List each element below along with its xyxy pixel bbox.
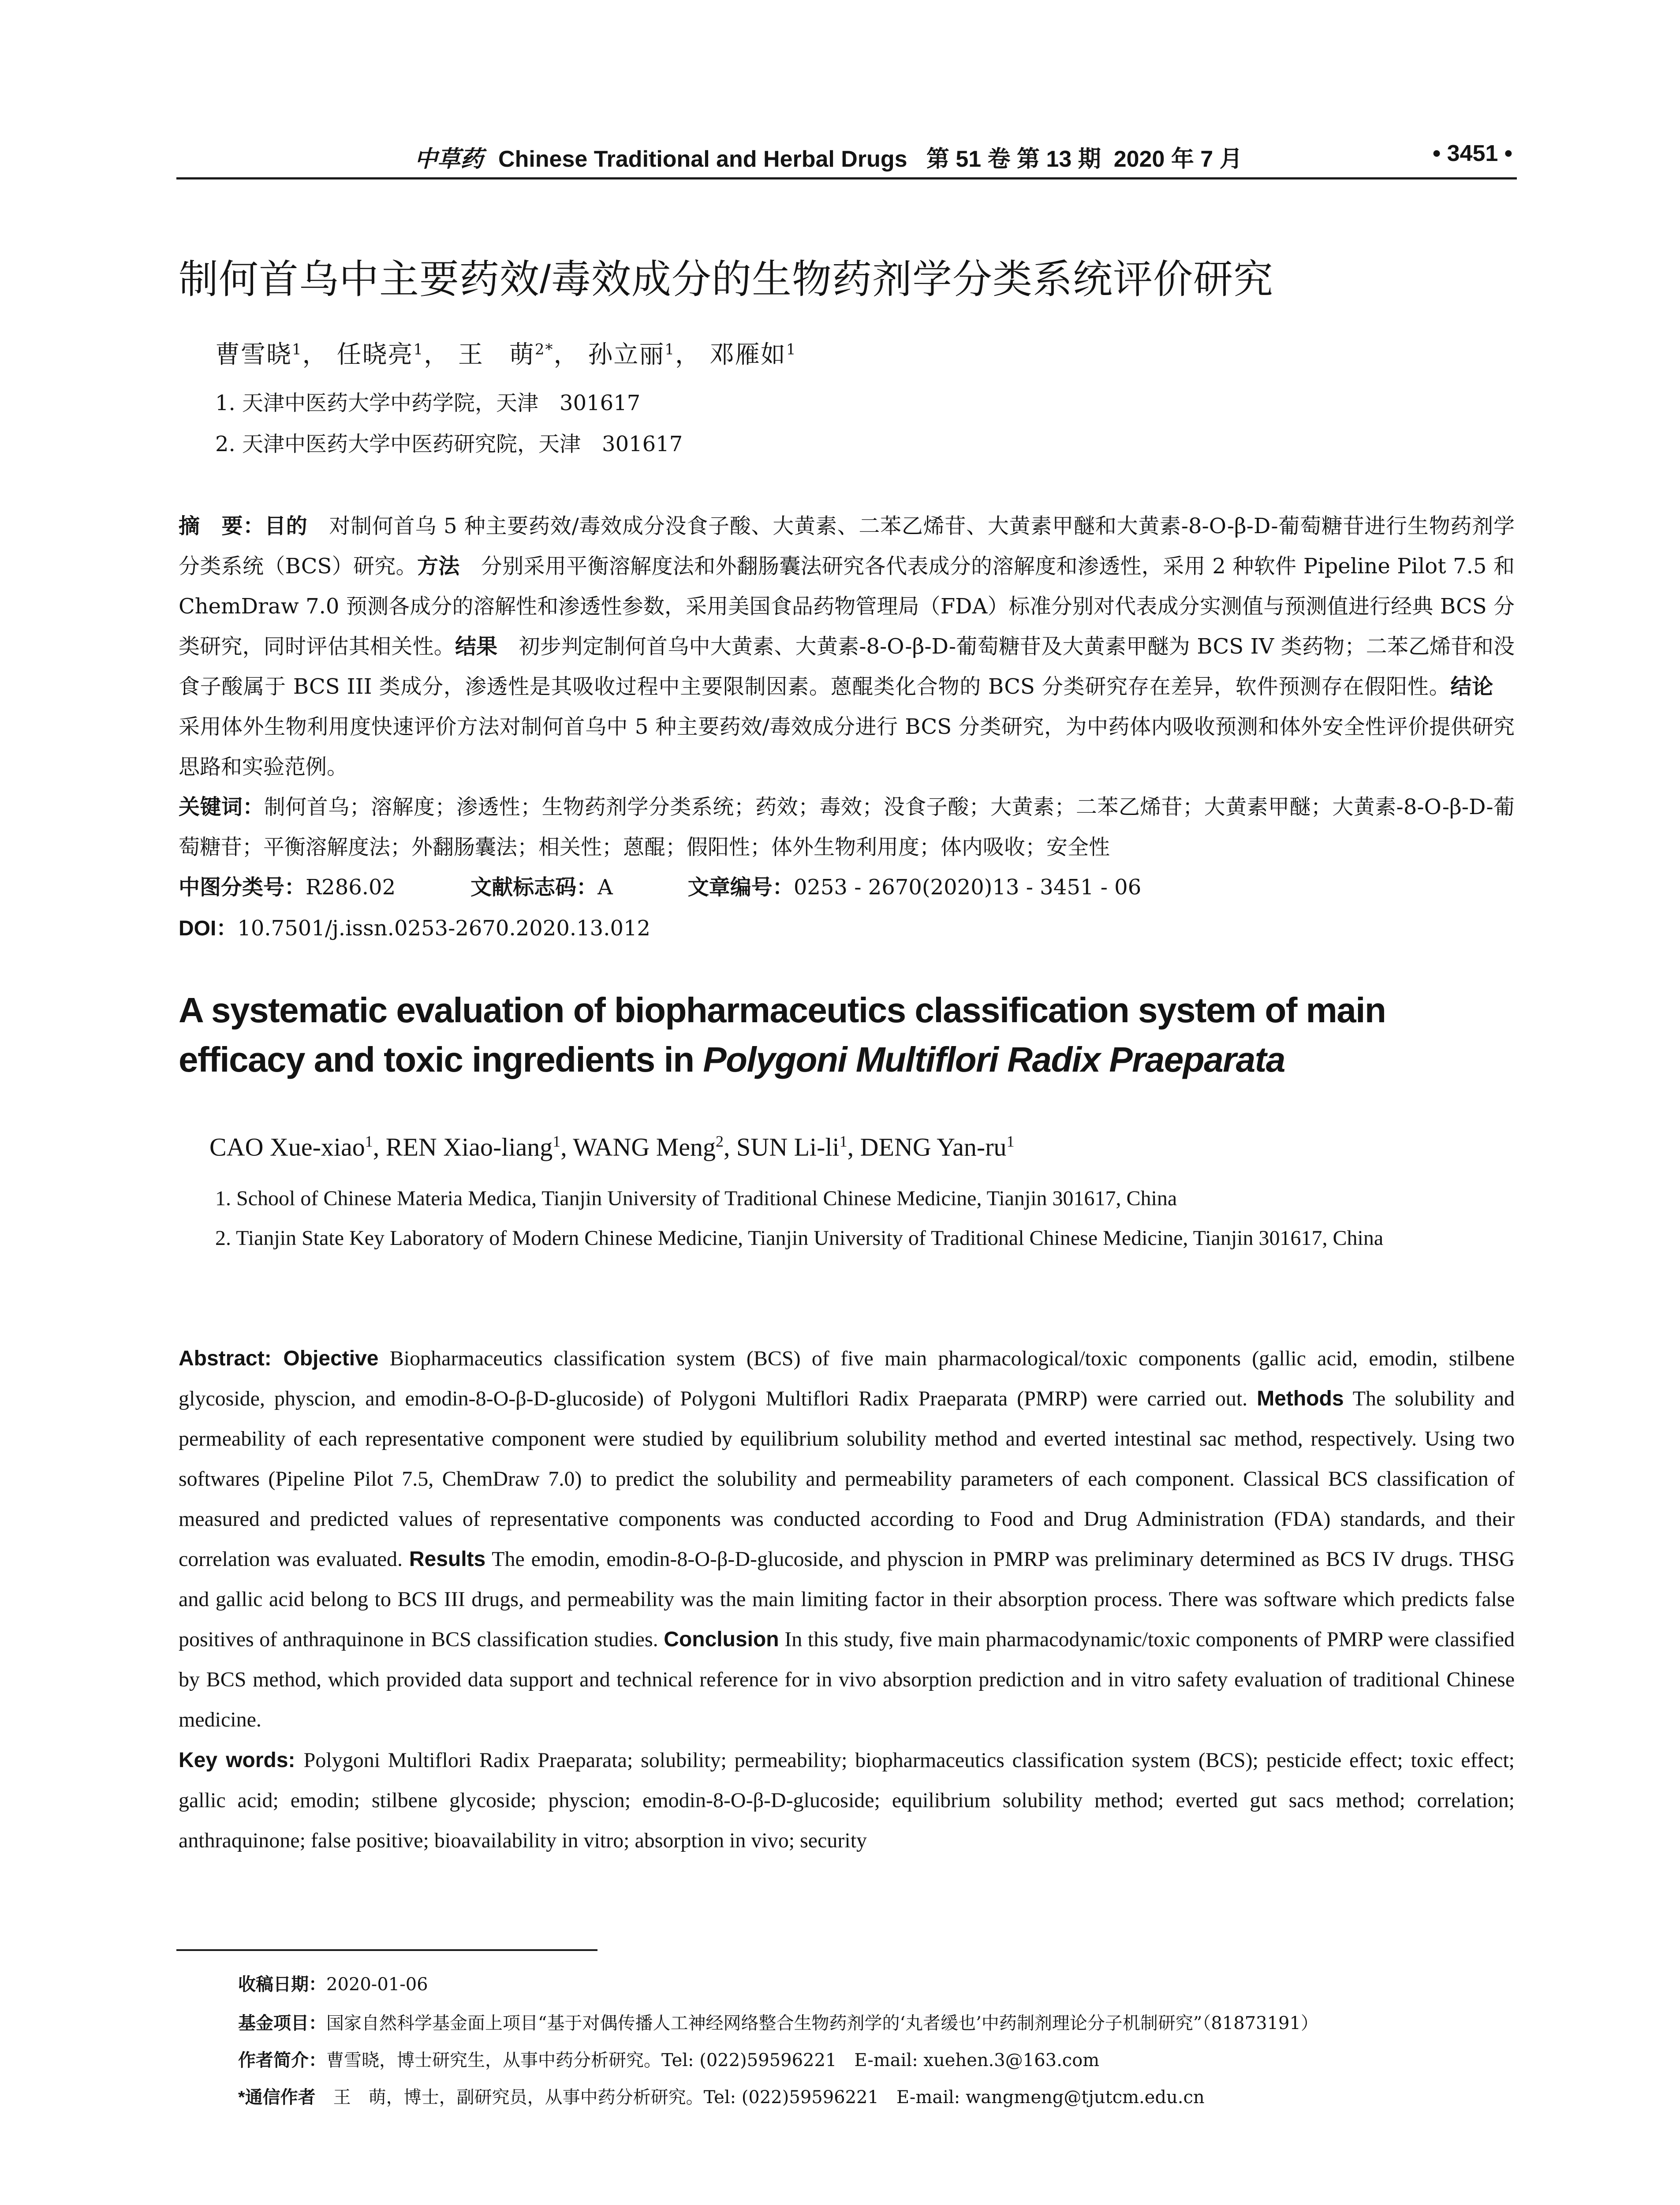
- header-rule: [176, 177, 1517, 179]
- footnote-corresponding: [238, 2083, 1205, 2108]
- en-results-text: The emodin, emodin-8-O-β-D-glucoside, and physcion in PMRP was preliminary determined as BCS IV drugs. THSG and gallic acid belong to BCS III drugs, and permeability was the main limiting factor in their absorption process. There was software which predicts false positives of anthraquinone in BCS classification studies.: [179, 1547, 1515, 1651]
- footnote-received: [238, 1970, 428, 1996]
- doi-line: [179, 911, 650, 942]
- cn-objective-label: 目的: [265, 515, 308, 538]
- bio-label: 作者简介：: [238, 2051, 326, 2070]
- article-no-label: 文章编号：: [687, 876, 794, 899]
- cn-results-label: 结果: [455, 635, 498, 658]
- en-conclusion-text: In this study, five main pharmacodynamic/toxic components of PMRP were classified by BCS method, which provided data support and technical reference for in vivo absorption prediction and in vitro safety evaluation of traditional Chinese medicine.: [179, 1628, 1515, 1731]
- en-author: CAO Xue-xiao: [209, 1132, 365, 1162]
- bio-value: 曹雪晓，博士研究生，从事中药分析研究。Tel: (022)59596221 E-mail: xuehen.3@163.com: [326, 2050, 1100, 2070]
- corr-label: *通信作者: [238, 2088, 333, 2107]
- journal-line: Chinese Traditional and Herbal Drugs 第 51 卷 第 13 期 2020 年 7 月: [498, 146, 1243, 172]
- footnote-author-bio: [238, 2046, 1099, 2071]
- en-authors: CAO Xue-xiao$^1$, REN Xiao-liang$^1$, WANG Meng$^2$, SUN $Li-li^1$, DENG Yan-$ru^1$: [209, 1132, 1015, 1162]
- en-affiliation: 1. School of Chinese Materia Medica, Tianjin University of Traditional Chinese Medicine, Tianjin 301617, China: [215, 1187, 1177, 1210]
- corr-value: 王 萌，博士，副研究员，从事中药分析研究。Tel: (022)59596221 E-mail: wangmeng@tjutcm.edu.cn: [333, 2087, 1205, 2108]
- en-author: WANG Meng: [573, 1132, 716, 1162]
- en-keywords-label: Key words:: [179, 1749, 304, 1772]
- en-author-sup: 1: [365, 1132, 373, 1150]
- footnote-fund: [238, 2009, 1318, 2034]
- en-abstract-label: Abstract:: [179, 1347, 284, 1370]
- en-abstract: [179, 1338, 1515, 1740]
- en-objective-text: Biopharmaceutics classification system (BCS) of five main pharmacological/toxic components (gallic acid, emodin, stilbene glycoside, physcion, and emodin-8-O-β-D-glucoside) of Polygoni Multiflori Radix Praeparata (PMRP) were carried out.: [179, 1347, 1515, 1410]
- cn-results-text: 初步判定制何首乌中大黄素、大黄素-8-O-β-D-葡萄糖苷及大黄素甲醚为 BCS IV 类药物；二苯乙烯苷和没食子酸属于 BCS III 类成分，渗透性是其吸收过程中主要限制因素。蒽醌类化合物的 BCS 分类研究存在差异，软件预测存在假阳性。: [179, 634, 1515, 699]
- en-author-sup: 1: [553, 1132, 561, 1150]
- en-methods-text: The solubility and permeability of each representative component were studied by equilibrium solubility method and everted intestinal sac method, respectively. Using two softwares (Pipeline Pilot 7.5, ChemDraw 7.0) to predict the solubility and permeability parameters of each component. Classical BCS classification of measured and predicted values of representative components was conducted according to Food and Drug Administration (FDA) standards, and their correlation was evaluated.: [179, 1387, 1515, 1571]
- cn-author: 孙立丽: [588, 340, 665, 369]
- article-no-value: 0253 - 2670(2020)13 - 3451 - 06: [793, 875, 1142, 900]
- doc-code-value: A: [597, 875, 613, 900]
- footnote-rule: [176, 1949, 597, 1951]
- en-keywords-text: Polygoni Multiflori Radix Praeparata; solubility; permeability; biopharmaceutics classification system (BCS); pesticide effect; toxic effect; gallic acid; emodin; stilbene glycoside; physcion; emodin-8-O-β-D-glucoside; equilibrium solubility method; everted gut sacs method; correlation; anthraquinone; false positive; bioavailability in vitro; absorption in vivo; security: [179, 1749, 1515, 1852]
- journal-info: [414, 140, 1243, 173]
- cn-author: 任晓亮: [336, 340, 414, 369]
- cn-methods-label: 方法: [417, 555, 460, 578]
- journal-logo: 中草药: [414, 146, 484, 172]
- cn-author: 邓雁如: [709, 340, 786, 369]
- fund-value: 国家自然科学基金面上项目“基于对偶传播人工神经网络整合生物药剂学的‘丸者缓也’中药制剂理论分子机制研究”（81873191）: [326, 2013, 1318, 2033]
- cn-author-sup: 1: [786, 340, 797, 359]
- clc-label: 中图分类号：: [179, 876, 306, 899]
- doc-code-label: 文献标志码：: [470, 876, 598, 899]
- cn-author-sup: 1: [665, 340, 675, 359]
- en-author: DENG Yan-ru: [860, 1132, 1007, 1162]
- en-author: REN Xiao-liang: [385, 1132, 553, 1162]
- cn-affiliation: 2. 天津中医药大学中医药研究院，天津 301617: [215, 432, 683, 456]
- doi-value: 10.7501/j.issn.0253-2670.2020.13.012: [237, 916, 651, 941]
- clc-value: R286.02: [306, 875, 396, 900]
- cn-keywords: [179, 787, 1515, 867]
- cn-author-sup: 1: [292, 340, 302, 359]
- cn-author-sup: 2*: [534, 340, 554, 359]
- en-conclusion-label: Conclusion: [664, 1628, 779, 1651]
- page-number: • 3451 •: [1433, 141, 1512, 166]
- en-title-italic: Polygoni Multiflori Radix Praeparata: [703, 1040, 1285, 1079]
- cn-keywords-text: 制何首乌；溶解度；渗透性；生物药剂学分类系统；药效；毒效；没食子酸；大黄素；二苯乙烯苷；大黄素甲醚；大黄素-8-O-β-D-葡萄糖苷；平衡溶解度法；外翻肠囊法；相关性；蒽醌；假阳性；体外生物利用度；体内吸收；安全性: [179, 795, 1515, 860]
- cn-abstract-label: 摘 要：: [179, 515, 265, 538]
- en-objective-label: Objective: [283, 1347, 379, 1370]
- cn-author: 王 萌: [458, 340, 535, 369]
- cn-keywords-label: 关键词：: [179, 796, 264, 819]
- received-label: 收稿日期：: [238, 1975, 326, 1994]
- cn-classification-line: [179, 870, 1141, 901]
- fund-label: 基金项目：: [238, 2014, 326, 2033]
- cn-objective-text: 对制何首乌 5 种主要药效/毒效成分没食子酸、大黄素、二苯乙烯苷、大黄素甲醚和大黄素-8-O-β-D-葡萄糖苷进行生物药剂学分类系统（BCS）研究。: [179, 514, 1515, 579]
- en-results-label: Results: [409, 1547, 486, 1571]
- en-title: [179, 986, 1519, 1084]
- cn-author: 曹雪晓: [215, 340, 292, 369]
- en-author: SUN Li-li: [736, 1132, 840, 1162]
- en-author-sup: 1: [1006, 1132, 1015, 1150]
- en-title-main: A systematic evaluation of biopharmaceutics classification system of main efficacy and toxic ingredients in: [179, 990, 1386, 1079]
- received-value: 2020-01-06: [326, 1974, 428, 1995]
- en-affiliation: 2. Tianjin State Key Laboratory of Modern Chinese Medicine, Tianjin University of Traditional Chinese Medicine, Tianjin 301617, China: [215, 1226, 1384, 1250]
- cn-title: 制何首乌中主要药效/毒效成分的生物药剂学分类系统评价研究: [179, 258, 1274, 302]
- en-author-sup: 1: [839, 1132, 847, 1150]
- running-header: [176, 140, 1517, 180]
- cn-abstract: [179, 506, 1515, 787]
- cn-methods-text: 分别采用平衡溶解度法和外翻肠囊法研究各代表成分的溶解度和渗透性，采用 2 种软件 Pipeline Pilot 7.5 和 ChemDraw 7.0 预测各成分的溶解性和渗透性参数，采用美国食品药物管理局（FDA）标准分别对代表成分实测值与预测值进行经典 BCS 分类研究，同时评估其相关性。: [179, 554, 1515, 659]
- cn-author-sup: 1: [413, 340, 424, 359]
- cn-authors: 曹雪晓$^1$， 任晓亮$^1$， 王 萌$^{2*}$， 孙立丽$^1$， 邓雁如$^1$: [215, 340, 797, 369]
- cn-affiliation: 1. 天津中医药大学中药学院，天津 301617: [215, 391, 641, 415]
- cn-conclusion-text: 采用体外生物利用度快速评价方法对制何首乌中 5 种主要药效/毒效成分进行 BCS 分类研究，为中药体内吸收预测和体外安全性评价提供研究思路和实验范例。: [179, 674, 1515, 779]
- doi-label: DOI：: [179, 917, 238, 940]
- en-keywords: [179, 1740, 1515, 1861]
- en-methods-label: Methods: [1257, 1387, 1344, 1410]
- en-author-sup: 2: [716, 1132, 724, 1150]
- cn-conclusion-label: 结论: [1450, 675, 1493, 699]
